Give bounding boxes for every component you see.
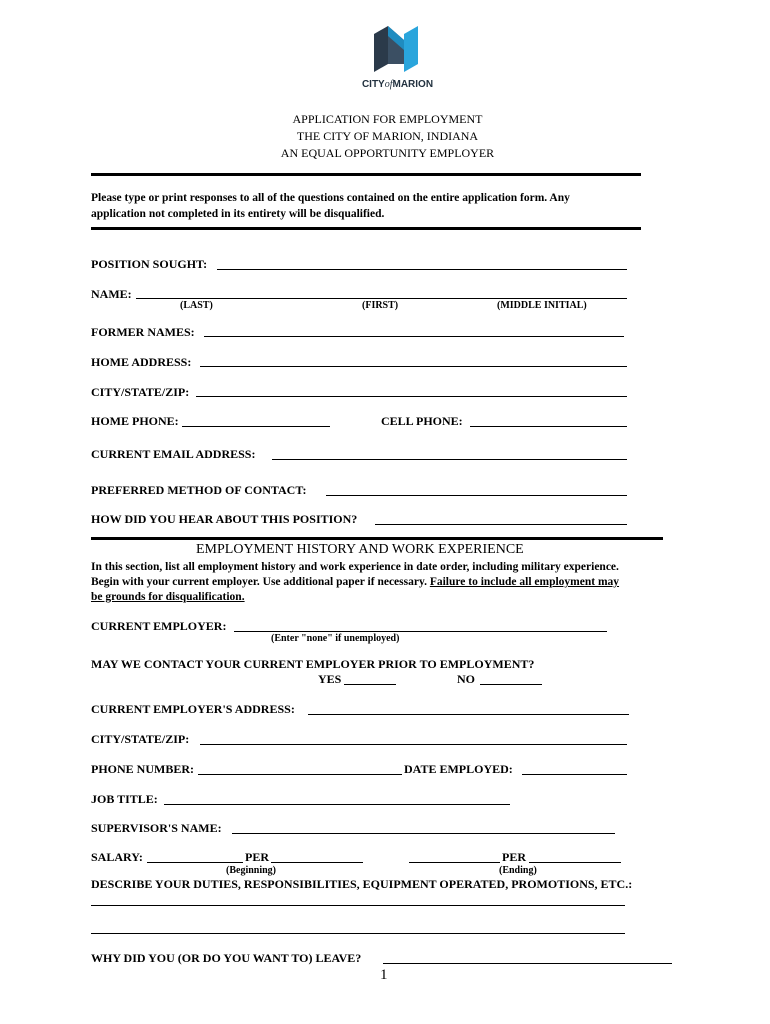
position-sought-label: POSITION SOUGHT: xyxy=(91,257,208,271)
email-label: CURRENT EMAIL ADDRESS: xyxy=(91,447,256,461)
city-state-zip-label: CITY/STATE/ZIP: xyxy=(91,385,190,399)
salary-label: SALARY: xyxy=(91,850,143,864)
none-note: (Enter "none" if unemployed) xyxy=(271,633,400,644)
may-contact-label: MAY WE CONTACT YOUR CURRENT EMPLOYER PRIOR TO EMPLOYMENT? xyxy=(91,657,535,671)
instructions-line-2: application not completed in its entirety will be disqualified. xyxy=(91,208,385,220)
employer-address-field[interactable] xyxy=(308,714,629,715)
employment-heading: EMPLOYMENT HISTORY AND WORK EXPERIENCE xyxy=(196,542,524,557)
home-address-label: HOME ADDRESS: xyxy=(91,355,192,369)
document-header xyxy=(200,111,575,162)
why-leave-label: WHY DID YOU (OR DO YOU WANT TO) LEAVE? xyxy=(91,951,362,965)
current-employer-label: CURRENT EMPLOYER: xyxy=(91,619,227,633)
cell-phone-field[interactable] xyxy=(470,426,627,427)
name-label: NAME: xyxy=(91,287,132,301)
logo-text xyxy=(360,79,435,90)
current-employer-field[interactable] xyxy=(234,631,607,632)
employer-city-state-zip-field[interactable] xyxy=(200,744,627,745)
describe-duties-field-2[interactable] xyxy=(91,933,625,934)
describe-duties-label: DESCRIBE YOUR DUTIES, RESPONSIBILITIES, EQUIPMENT OPERATED, PROMOTIONS, ETC.: xyxy=(91,877,633,891)
phone-number-field[interactable] xyxy=(198,774,402,775)
name-last-caption: (LAST) xyxy=(180,300,213,311)
supervisor-field[interactable] xyxy=(232,833,615,834)
date-employed-field[interactable] xyxy=(522,774,627,775)
salary-beginning-per-label: PER xyxy=(245,850,269,864)
employment-intro-line-2b: Failure to include all employment may xyxy=(429,576,620,588)
employment-intro-line-3: be grounds for disqualification. xyxy=(91,591,245,603)
former-names-label: FORMER NAMES: xyxy=(91,325,195,339)
former-names-field[interactable] xyxy=(204,336,624,337)
instructions xyxy=(91,190,651,222)
city-logo-mark xyxy=(360,24,435,74)
supervisor-label: SUPERVISOR'S NAME: xyxy=(91,821,222,835)
email-field[interactable] xyxy=(272,459,627,460)
job-title-field[interactable] xyxy=(164,804,510,805)
salary-beginning-field[interactable] xyxy=(147,862,243,863)
section-divider xyxy=(91,537,663,540)
name-first-caption: (FIRST) xyxy=(362,300,399,311)
header-line-2: THE CITY OF MARION, INDIANA xyxy=(296,129,479,143)
employment-intro-line-2a: Begin with your current employer. Use additional paper if necessary. xyxy=(91,576,427,588)
page-number: 1 xyxy=(380,967,388,983)
cell-phone-label: CELL PHONE: xyxy=(381,414,463,428)
logo-marion-text: MARION xyxy=(392,79,434,90)
name-middle-caption: (MIDDLE INITIAL) xyxy=(497,300,587,311)
salary-beginning-per-field[interactable] xyxy=(271,862,363,863)
employer-address-label: CURRENT EMPLOYER'S ADDRESS: xyxy=(91,702,295,716)
home-phone-field[interactable] xyxy=(182,426,330,427)
employment-intro-line-2 xyxy=(91,575,691,590)
no-label: NO xyxy=(457,672,475,686)
date-employed-label: DATE EMPLOYED: xyxy=(404,762,513,776)
logo-city-text: CITY xyxy=(361,79,385,90)
header-divider xyxy=(91,173,641,176)
header-line-1: APPLICATION FOR EMPLOYMENT xyxy=(292,112,483,126)
preferred-contact-label: PREFERRED METHOD OF CONTACT: xyxy=(91,483,307,497)
why-leave-field[interactable] xyxy=(383,963,672,964)
instructions-line-1: Please type or print responses to all of the questions contained on the entire application form. Any xyxy=(91,192,570,204)
header-line-3: AN EQUAL OPPORTUNITY EMPLOYER xyxy=(280,146,495,160)
yes-field[interactable] xyxy=(344,684,396,685)
position-sought-field[interactable] xyxy=(217,269,627,270)
salary-ending-field[interactable] xyxy=(409,862,500,863)
ending-caption: (Ending) xyxy=(499,865,537,876)
name-field[interactable] xyxy=(136,298,627,299)
beginning-caption: (Beginning) xyxy=(226,865,277,876)
describe-duties-field-1[interactable] xyxy=(91,905,625,906)
phone-number-label: PHONE NUMBER: xyxy=(91,762,194,776)
yes-label: YES xyxy=(318,672,342,686)
city-state-zip-field[interactable] xyxy=(196,396,627,397)
home-address-field[interactable] xyxy=(200,366,627,367)
job-title-label: JOB TITLE: xyxy=(91,792,158,806)
salary-ending-per-label: PER xyxy=(502,850,526,864)
logo-of-text: of xyxy=(384,79,393,90)
employment-intro xyxy=(91,560,691,605)
employer-city-state-zip-label: CITY/STATE/ZIP: xyxy=(91,732,190,746)
instructions-divider xyxy=(91,227,641,230)
preferred-contact-field[interactable] xyxy=(326,495,627,496)
city-logo xyxy=(360,24,435,96)
no-field[interactable] xyxy=(480,684,542,685)
home-phone-label: HOME PHONE: xyxy=(91,414,179,428)
how-heard-field[interactable] xyxy=(375,524,627,525)
how-heard-label: HOW DID YOU HEAR ABOUT THIS POSITION? xyxy=(91,512,358,526)
salary-ending-per-field[interactable] xyxy=(529,862,621,863)
employment-intro-line-1: In this section, list all employment history and work experience in date order, including military experience. xyxy=(91,561,619,573)
